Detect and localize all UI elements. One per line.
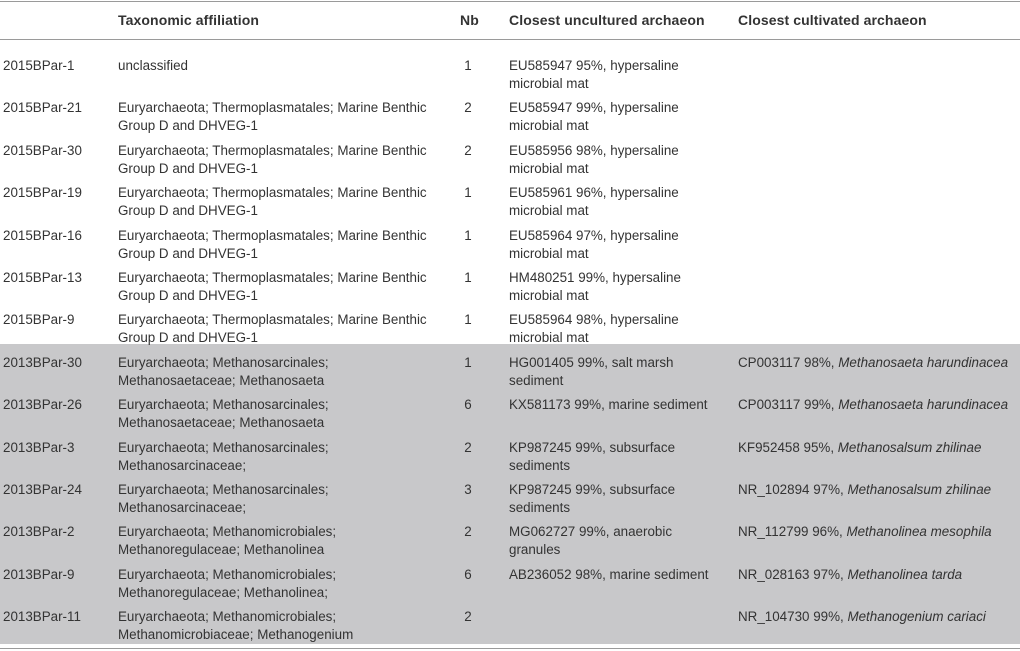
cultivated-species: Methanolinea mesophila [846, 524, 992, 540]
cell-closest-uncultured: EU585964 98%, hypersaline microbial mat [509, 312, 679, 346]
cell-taxonomic-affiliation: Euryarchaeota; Methanosarcinales; Methanosaetaceae; Methanosaeta [118, 397, 329, 431]
cell-nb: 1 [464, 270, 472, 285]
cell-closest-uncultured: EU585947 95%, hypersaline microbial mat [509, 58, 679, 91]
cell-nb: 2 [464, 100, 472, 116]
header-closest-cultivated: Closest cultivated archaeon [738, 12, 927, 28]
table-row [0, 386, 1020, 431]
table-row [0, 89, 1020, 134]
cell-nb: 2 [464, 439, 472, 455]
cell-nb: 2 [464, 609, 472, 625]
cell-clone-id: 2013BPar-9 [3, 566, 75, 582]
cell-nb: 1 [464, 227, 472, 243]
cultivated-accession: NR_112799 96%, [738, 524, 843, 540]
cultivated-species: Methanolinea tarda [847, 566, 963, 582]
cell-closest-uncultured: HM480251 99%, hypersaline microbial mat [509, 270, 681, 303]
cell-closest-uncultured: KX581173 99%, marine sediment [509, 397, 708, 413]
cultivated-accession: CP003117 98%, [738, 354, 835, 370]
cell-taxonomic-affiliation: Euryarchaeota; Thermoplasmatales; Marine Benthic Group D and DHVEG-1 [118, 185, 427, 219]
header-rule [0, 39, 1020, 40]
cell-closest-uncultured: KP987245 99%, subsurface sediments [509, 439, 676, 473]
cell-taxonomic-affiliation: Euryarchaeota; Methanosarcinales; Methanosaetaceae; Methanosaeta [118, 354, 329, 388]
table-bottom-rule [0, 648, 1020, 649]
table-row [0, 344, 1020, 386]
cell-closest-cultivated [738, 354, 1020, 372]
cell-taxonomic-affiliation: Euryarchaeota; Thermoplasmatales; Marine Benthic Group D and DHVEG-1 [118, 100, 427, 134]
cell-clone-id: 2013BPar-26 [3, 397, 82, 413]
header-closest-uncultured: Closest uncultured archaeon [509, 12, 705, 28]
cell-closest-uncultured: MG062727 99%, anaerobic granules [509, 524, 673, 558]
cultivated-accession: CP003117 99%, [738, 397, 835, 413]
cell-taxonomic-affiliation: Euryarchaeota; Methanomicrobiales; Methanoregulaceae; Methanolinea [118, 524, 337, 558]
table-row [0, 556, 1020, 598]
cell-nb: 1 [464, 312, 472, 328]
cell-taxonomic-affiliation: Euryarchaeota; Thermoplasmatales; Marine Benthic Group D and DHVEG-1 [118, 270, 427, 303]
cell-closest-cultivated [738, 566, 1020, 584]
cell-clone-id: 2013BPar-3 [3, 439, 75, 455]
cell-clone-id: 2013BPar-11 [3, 609, 81, 625]
cell-clone-id: 2015BPar-30 [3, 142, 82, 158]
table-top-rule [0, 1, 1020, 2]
cell-closest-uncultured: HG001405 99%, salt marsh sediment [509, 354, 674, 388]
header-taxonomic-affiliation: Taxonomic affiliation [118, 12, 260, 28]
cell-closest-uncultured: EU585964 97%, hypersaline microbial mat [509, 227, 679, 261]
cell-clone-id: 2013BPar-30 [3, 354, 82, 370]
cell-closest-cultivated [738, 608, 1020, 626]
cell-nb: 3 [464, 482, 472, 497]
cell-taxonomic-affiliation: Euryarchaeota; Thermoplasmatales; Marine Benthic Group D and DHVEG-1 [118, 227, 427, 261]
cell-closest-uncultured: EU585956 98%, hypersaline microbial mat [509, 142, 679, 176]
cell-taxonomic-affiliation: Euryarchaeota; Methanomicrobiales; Methanoregulaceae; Methanolinea; [118, 566, 337, 600]
cultivated-accession: NR_104730 99%, [738, 609, 844, 625]
cultivated-species: Methanogenium cariaci [847, 609, 986, 625]
table-row [0, 217, 1020, 259]
cultivated-species: Methanosalsum zhilinae [837, 439, 982, 455]
cell-clone-id: 2015BPar-16 [3, 227, 82, 243]
cultivated-accession: KF952458 95%, [738, 439, 835, 455]
table-row [0, 47, 1020, 89]
cell-closest-cultivated [738, 481, 1020, 499]
cell-nb: 2 [464, 142, 472, 158]
cell-taxonomic-affiliation: unclassified [118, 58, 188, 73]
header-nb: Nb [460, 12, 479, 28]
cell-clone-id: 2013BPar-2 [3, 524, 75, 540]
cell-nb: 2 [464, 524, 472, 540]
cultivated-species: Methanosalsum zhilinae [847, 482, 992, 497]
cell-nb: 1 [464, 354, 472, 370]
cell-closest-uncultured: EU585961 96%, hypersaline microbial mat [509, 185, 679, 219]
table-row [0, 132, 1020, 174]
cell-nb: 6 [464, 566, 472, 582]
cell-clone-id: 2015BPar-9 [3, 312, 75, 328]
cell-clone-id: 2015BPar-13 [3, 270, 82, 285]
cell-closest-uncultured: KP987245 99%, subsurface sediments [509, 482, 676, 515]
cell-nb: 1 [464, 185, 472, 201]
cell-nb: 1 [464, 58, 472, 73]
table-row [0, 471, 1020, 513]
cell-taxonomic-affiliation: Euryarchaeota; Thermoplasmatales; Marine Benthic Group D and DHVEG-1 [118, 142, 427, 176]
cell-closest-uncultured: EU585947 99%, hypersaline microbial mat [509, 100, 679, 134]
cell-closest-cultivated [738, 439, 1020, 457]
cell-nb: 6 [464, 397, 472, 413]
table-row [0, 598, 1020, 643]
cell-clone-id: 2013BPar-24 [3, 482, 82, 497]
table-row [0, 301, 1020, 346]
cell-closest-cultivated [738, 523, 1020, 541]
cultivated-species: Methanosaeta harundinacea [838, 354, 1009, 370]
cell-taxonomic-affiliation: Euryarchaeota; Thermoplasmatales; Marine Benthic Group D and DHVEG-1 [118, 312, 427, 346]
cell-taxonomic-affiliation: Euryarchaeota; Methanosarcinales; Methanosarcinaceae; [118, 439, 329, 473]
cultivated-species: Methanosaeta harundinacea [838, 397, 1009, 413]
table-row [0, 174, 1020, 219]
cell-clone-id: 2015BPar-21 [3, 100, 82, 116]
cell-closest-uncultured: AB236052 98%, marine sediment [509, 566, 709, 582]
cell-closest-cultivated [738, 396, 1020, 414]
cell-taxonomic-affiliation: Euryarchaeota; Methanosarcinales; Methanosarcinaceae; [118, 482, 329, 515]
cell-clone-id: 2015BPar-19 [3, 185, 82, 201]
table-row [0, 513, 1020, 558]
cultivated-accession: NR_028163 97%, [738, 566, 844, 582]
table-row [0, 429, 1020, 471]
table-row [0, 259, 1020, 301]
cell-taxonomic-affiliation: Euryarchaeota; Methanomicrobiales; Methanomicrobiaceae; Methanogenium [118, 609, 354, 643]
cell-clone-id: 2015BPar-1 [3, 58, 75, 73]
cultivated-accession: NR_102894 97%, [738, 482, 844, 497]
